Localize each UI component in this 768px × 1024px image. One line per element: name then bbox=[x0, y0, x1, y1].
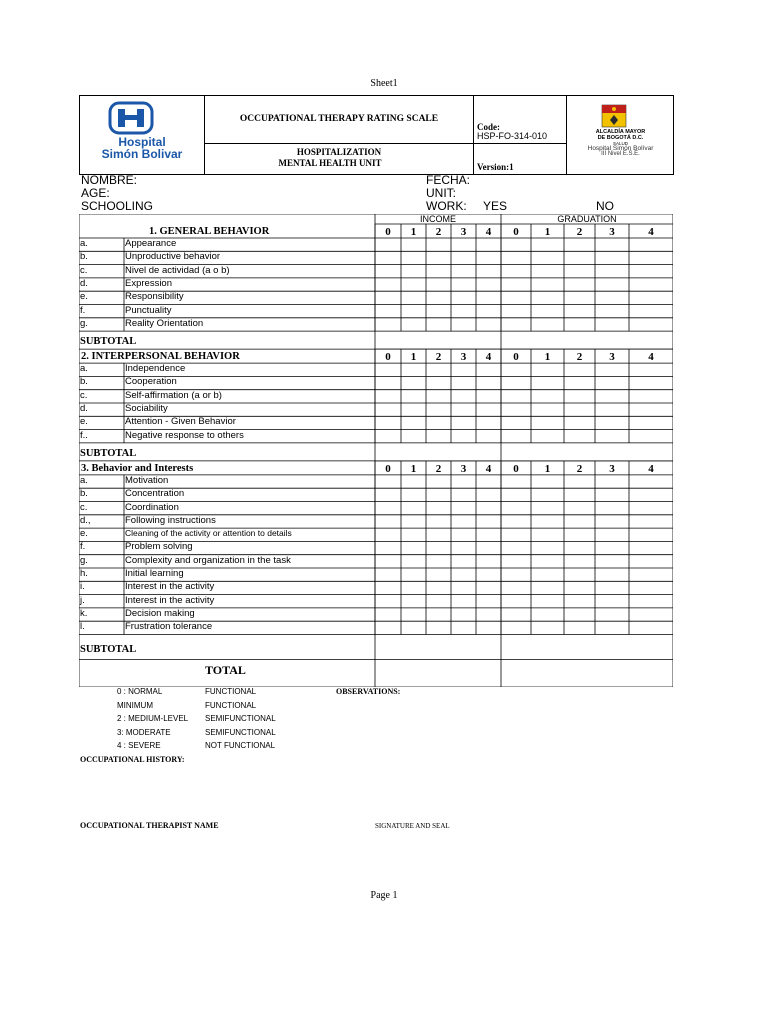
legend-code: 3: MODERATE bbox=[117, 727, 171, 737]
legend-code: 4 : SEVERE bbox=[117, 741, 161, 750]
item-letter: c. bbox=[80, 389, 88, 401]
item-letter: e. bbox=[80, 528, 88, 540]
code-value: HSP-FO-314-010 bbox=[477, 131, 548, 141]
graduation-score-0: 0 bbox=[513, 226, 519, 238]
bogota-seal-icon bbox=[598, 102, 630, 130]
item-label: Cleaning of the activity or attention to details bbox=[125, 528, 292, 539]
rating-table bbox=[79, 214, 673, 687]
occupational-history-label: OCCUPATIONAL HISTORY: bbox=[80, 755, 185, 764]
page-footer: Page 1 bbox=[370, 890, 398, 901]
graduation-score-4: 4 bbox=[648, 462, 654, 475]
item-label: Responsibility bbox=[125, 291, 184, 303]
income-score-1: 1 bbox=[410, 351, 417, 364]
item-letter: a. bbox=[80, 363, 88, 375]
item-label: Expression bbox=[125, 277, 172, 289]
graduation-score-4: 4 bbox=[648, 351, 654, 364]
item-label: Nivel de actividad (a o b) bbox=[125, 264, 230, 276]
item-letter: a. bbox=[80, 238, 88, 249]
graduation-score-3: 3 bbox=[609, 226, 615, 238]
legend-meaning: FUNCTIONAL bbox=[205, 687, 257, 696]
section-title: 3. Behavior and Interests bbox=[81, 462, 194, 474]
item-label: Interest in the activity bbox=[125, 594, 215, 606]
item-label: Self-affirmation (a or b) bbox=[125, 389, 222, 401]
item-letter: g. bbox=[80, 554, 88, 566]
item-letter: f. bbox=[80, 541, 86, 553]
hospital-logo-icon bbox=[108, 101, 154, 135]
item-letter: f.. bbox=[80, 429, 88, 441]
graduation-score-0: 0 bbox=[513, 462, 519, 475]
graduation-score-1: 1 bbox=[544, 226, 551, 238]
graduation-score-0: 0 bbox=[513, 351, 519, 364]
item-label: Sociability bbox=[125, 403, 168, 414]
item-label: Unproductive behavior bbox=[125, 251, 221, 263]
item-letter: d. bbox=[80, 277, 88, 289]
item-letter: h. bbox=[80, 568, 88, 579]
item-letter: l. bbox=[80, 621, 85, 633]
logo-line2: Simón Bolivar bbox=[101, 147, 183, 161]
item-letter: k. bbox=[80, 607, 88, 619]
income-score-4: 4 bbox=[485, 351, 492, 364]
item-letter: d. bbox=[80, 403, 88, 414]
signature-label: SIGNATURE AND SEAL bbox=[375, 822, 450, 830]
date-label: FECHA: bbox=[426, 173, 471, 187]
graduation-score-2: 2 bbox=[576, 462, 583, 475]
income-score-2: 2 bbox=[435, 351, 442, 364]
yes-option[interactable]: YES bbox=[483, 199, 508, 213]
graduation-score-4: 4 bbox=[648, 226, 654, 238]
sheet-name: Sheet1 bbox=[370, 78, 398, 89]
legend-meaning: SEMIFUNCTIONAL bbox=[205, 727, 276, 737]
item-label: Frustration tolerance bbox=[125, 621, 213, 633]
income-score-1: 1 bbox=[410, 226, 417, 238]
income-score-2: 2 bbox=[435, 226, 442, 238]
item-letter: j. bbox=[80, 594, 85, 606]
item-label: Initial learning bbox=[125, 568, 184, 579]
income-score-3: 3 bbox=[460, 226, 467, 238]
income-score-3: 3 bbox=[460, 351, 467, 364]
section-title: 2. INTERPERSONAL BEHAVIOR bbox=[81, 351, 240, 363]
subtotal-label: SUBTOTAL bbox=[80, 447, 137, 459]
version-label: Version:1 bbox=[477, 162, 514, 172]
graduation-score-1: 1 bbox=[544, 351, 551, 364]
graduation-header: GRADUATION bbox=[557, 214, 617, 224]
subtotal-label: SUBTOTAL bbox=[80, 336, 137, 348]
age-label: AGE: bbox=[81, 186, 110, 200]
item-label: Complexity and organization in the task bbox=[125, 554, 291, 566]
item-label: Punctuality bbox=[125, 304, 172, 316]
item-letter: c. bbox=[80, 264, 88, 276]
income-score-2: 2 bbox=[435, 462, 442, 475]
no-option[interactable]: NO bbox=[596, 199, 614, 213]
item-label: Appearance bbox=[125, 238, 177, 249]
graduation-score-3: 3 bbox=[609, 462, 615, 475]
legend-meaning: NOT FUNCTIONAL bbox=[205, 741, 276, 750]
item-label: Coordination bbox=[125, 501, 179, 513]
item-label: Following instructions bbox=[125, 514, 216, 526]
income-header: INCOME bbox=[420, 214, 456, 224]
seal-line2: DE BOGOTÁ D.C. bbox=[597, 135, 644, 141]
legend-meaning: SEMIFUNCTIONAL bbox=[205, 714, 276, 723]
graduation-score-1: 1 bbox=[544, 462, 551, 475]
section-title: 1. GENERAL BEHAVIOR bbox=[149, 226, 270, 237]
income-score-1: 1 bbox=[410, 462, 417, 475]
income-score-4: 4 bbox=[485, 462, 492, 475]
item-label: Independence bbox=[125, 363, 186, 375]
item-label: Reality Orientation bbox=[125, 317, 204, 329]
legend-code: 0 : NORMAL bbox=[117, 687, 163, 696]
item-label: Concentration bbox=[125, 488, 185, 500]
item-letter: i. bbox=[80, 581, 85, 593]
item-label: Attention - Given Behavior bbox=[125, 416, 236, 428]
item-label: Problem solving bbox=[125, 541, 193, 553]
item-letter: g. bbox=[80, 317, 88, 329]
income-score-0: 0 bbox=[385, 226, 391, 238]
income-score-0: 0 bbox=[385, 351, 391, 364]
item-letter: e. bbox=[80, 416, 88, 428]
code-label: Code: bbox=[477, 122, 500, 132]
income-score-4: 4 bbox=[485, 226, 492, 238]
item-letter: b. bbox=[80, 488, 88, 500]
observations-label: OBSERVATIONS: bbox=[336, 687, 401, 696]
graduation-score-3: 3 bbox=[609, 351, 615, 364]
item-label: Decision making bbox=[125, 607, 195, 619]
legend-meaning: FUNCTIONAL bbox=[205, 700, 257, 710]
seal-line5: III Nivel E.S.E. bbox=[601, 151, 640, 157]
item-letter: a. bbox=[80, 474, 88, 486]
item-label: Motivation bbox=[125, 474, 169, 486]
seal-line1: ALCALDÍA MAYOR bbox=[595, 129, 646, 135]
seal-line3: SALUD bbox=[612, 141, 628, 146]
total-label: TOTAL bbox=[205, 662, 246, 677]
name-label: NOMBRE: bbox=[81, 173, 138, 187]
subtitle-line1: HOSPITALIZATION bbox=[296, 147, 382, 157]
code-divider bbox=[473, 143, 567, 144]
work-label: WORK: bbox=[426, 199, 467, 213]
item-letter: e. bbox=[80, 291, 88, 303]
subtitle-line2: MENTAL HEALTH UNIT bbox=[278, 158, 382, 168]
income-score-3: 3 bbox=[460, 462, 467, 475]
item-label: Interest in the activity bbox=[125, 581, 215, 593]
subtotal-label: SUBTOTAL bbox=[80, 643, 137, 655]
logo-line1: Hospital bbox=[118, 135, 166, 149]
item-letter: d., bbox=[80, 514, 91, 526]
form-title: OCCUPATIONAL THERAPY RATING SCALE bbox=[239, 114, 439, 124]
item-label: Negative response to others bbox=[125, 429, 244, 441]
schooling-label: SCHOOLING bbox=[81, 199, 154, 213]
item-letter: b. bbox=[80, 251, 88, 263]
item-label: Cooperation bbox=[125, 376, 177, 388]
item-letter: f. bbox=[80, 304, 86, 316]
legend-code: 2 : MEDIUM-LEVEL bbox=[117, 714, 189, 723]
graduation-score-2: 2 bbox=[576, 226, 583, 238]
therapist-name-label: OCCUPATIONAL THERAPIST NAME bbox=[80, 821, 219, 830]
graduation-score-2: 2 bbox=[576, 351, 583, 364]
legend-code: MINIMUM bbox=[117, 700, 153, 710]
item-letter: b. bbox=[80, 376, 88, 388]
seal-line4: Hospital Simón Bolívar bbox=[587, 145, 654, 152]
item-letter: c. bbox=[80, 501, 88, 513]
income-score-0: 0 bbox=[385, 462, 391, 475]
unit-label: UNIT: bbox=[426, 186, 456, 200]
